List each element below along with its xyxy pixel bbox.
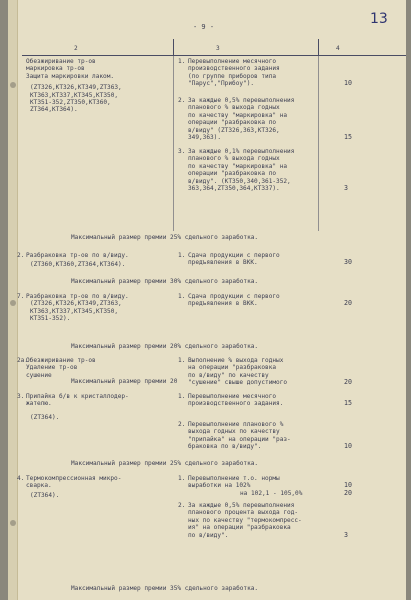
condition-text: ия" на операции "разбраковка xyxy=(188,524,291,532)
binding-hole xyxy=(10,300,16,306)
condition-text: Перевыполнение планового % xyxy=(188,421,284,428)
bonus-percent: 20 xyxy=(344,299,352,308)
item-title: сварка. xyxy=(26,482,52,490)
condition-text: "припайка" на операции "раз- xyxy=(188,435,291,443)
col-header: 2 xyxy=(74,45,78,52)
max-bonus-note: Максимальный размер премии 30% сдельного заработка. xyxy=(71,278,259,285)
max-bonus-note: Максимальный размер премии 25% сдельного заработка. xyxy=(71,234,259,241)
binding-hole xyxy=(10,82,16,88)
sheet-number-mark: 13 xyxy=(370,11,388,27)
item-codes: (ZT326,KT326,KT349,ZT363, xyxy=(30,84,122,92)
condition-text: производственного задания xyxy=(188,65,280,73)
item-codes: KT363,KT337,KT345,KT350, xyxy=(30,91,119,99)
condition-text: Перевыполнение т.о. нормы xyxy=(188,475,280,482)
item-codes: (ZT364). xyxy=(30,413,60,421)
item-title: жателю. xyxy=(26,400,52,408)
item-codes: KT351-352). xyxy=(30,315,71,323)
item-codes: ZT364,KT364). xyxy=(30,106,78,114)
item-title: Разбраковка тр-ов по в/виду. xyxy=(26,293,129,300)
condition-number: 3. xyxy=(178,148,186,155)
item-codes: (ZT364). xyxy=(30,491,60,499)
condition-text: За каждые 0,1% перевыполнения xyxy=(188,148,295,155)
item-title: Термокомпрессионная микро- xyxy=(26,475,122,482)
condition-text: "сушение" свыше допустимого xyxy=(188,379,288,387)
condition-text: по в/виду". xyxy=(188,531,229,539)
bonus-percent: 3 xyxy=(344,530,348,539)
condition-text: планового процента выхода год- xyxy=(188,509,299,517)
condition-number: 2. xyxy=(178,502,186,509)
item-index: 7. xyxy=(17,293,25,300)
table-top-rule xyxy=(22,55,406,56)
bonus-percent: 10 xyxy=(344,79,352,88)
col-header: 3 xyxy=(216,45,220,52)
condition-number: 2. xyxy=(178,97,186,104)
column-divider xyxy=(173,56,174,231)
condition-text: операции "разбраковка по xyxy=(188,119,277,127)
document-page xyxy=(8,0,406,600)
item-title: Удаление тр-ов xyxy=(26,364,78,372)
bonus-percent: 20 xyxy=(344,489,352,497)
item-title: Разбраковка тр-ов по в/виду. xyxy=(26,252,129,259)
condition-text: Выполнение % выхода годных xyxy=(188,357,284,364)
condition-text: ных по качеству "термокомпресс- xyxy=(188,516,302,524)
condition-text: "Парус","Прибоу"). xyxy=(188,80,255,88)
item-title: маркировка тр-ов xyxy=(26,65,85,73)
item-title: Обезжиривание тр-ов xyxy=(26,357,96,364)
item-index: 2a. xyxy=(17,357,29,364)
binding-hole xyxy=(10,520,16,526)
condition-text: планового % выхода годных xyxy=(188,155,280,163)
condition-number: 1. xyxy=(178,393,186,400)
condition-text: предъявления в ВКК. xyxy=(188,300,258,308)
condition-text: браковка по в/виду". xyxy=(188,443,262,451)
condition-text: в/виду". (KT350,340,361-352, xyxy=(188,177,291,185)
column-divider xyxy=(173,39,174,55)
item-index: 2. xyxy=(17,252,25,259)
bonus-percent: 20 xyxy=(344,378,352,387)
condition-text: За каждые 0,5% перевыполнения xyxy=(188,97,295,104)
bonus-percent: 30 xyxy=(344,258,352,267)
condition-text: планового % выхода годных xyxy=(188,104,280,112)
item-index: 4. xyxy=(17,475,25,482)
item-codes: (ZT326,KT326,KT349,ZT363, xyxy=(30,300,122,308)
item-codes: KT363,KT337,KT345,KT350, xyxy=(30,307,119,315)
condition-text: Сдача продукции с первого xyxy=(188,252,280,259)
condition-text: Перевыполнение месячного xyxy=(188,393,277,400)
page-number: - 9 - xyxy=(193,23,215,31)
max-bonus-note: Максимальный размер премии 25% сдельного заработка. xyxy=(71,460,259,467)
condition-number: 1. xyxy=(178,475,186,482)
condition-text: 363,364,ZT350,364,KT337). xyxy=(188,185,280,192)
bonus-percent: 3 xyxy=(344,184,348,192)
max-bonus-note: Максимальный размер премии 20 xyxy=(71,378,178,385)
bonus-percent: 10 xyxy=(344,442,352,451)
item-title: Обезжиривание тр-ов xyxy=(26,58,96,65)
condition-text: на 102,1 - 105,0% xyxy=(240,490,303,497)
bonus-percent: 10 xyxy=(344,481,352,490)
item-codes: (ZT360,KT360,ZT364,KT364). xyxy=(30,261,126,269)
condition-text: (по группе приборов типа xyxy=(188,72,277,80)
condition-text: Перевыполнение месячного xyxy=(188,58,277,65)
max-bonus-note: Максимальный размер премии 35% сдельного заработка. xyxy=(71,585,259,592)
item-index: 3. xyxy=(17,393,25,400)
condition-text: Сдача продукции с первого xyxy=(188,293,280,300)
col-header: 4 xyxy=(336,45,340,52)
column-divider xyxy=(318,39,319,55)
condition-text: по качеству "маркировка" на xyxy=(188,162,288,170)
condition-text: выработки на 102% xyxy=(188,482,251,490)
max-bonus-note: Максимальный размер премии 20% сдельного заработка. xyxy=(71,343,259,350)
column-divider xyxy=(318,56,319,231)
item-title: Припайка б/в к кристаллодер- xyxy=(26,393,129,400)
bonus-percent: 15 xyxy=(344,399,352,408)
condition-text: по качеству "маркировка" на xyxy=(188,111,288,119)
item-title: сушение xyxy=(26,371,52,379)
bonus-percent: 15 xyxy=(344,133,352,141)
condition-number: 2. xyxy=(178,421,186,428)
condition-text: За каждые 0,5% перевыполнения xyxy=(188,502,295,509)
condition-text: операции "разбраковка по xyxy=(188,170,277,178)
item-title: Защита маркировки лаком. xyxy=(26,72,115,80)
condition-text: производственного задания. xyxy=(188,400,284,408)
condition-text: 349,363). xyxy=(188,134,222,141)
condition-text: выхода годных по качеству xyxy=(188,428,280,436)
condition-number: 1. xyxy=(178,293,186,300)
condition-number: 1. xyxy=(178,58,186,65)
condition-number: 1. xyxy=(178,357,186,364)
condition-number: 1. xyxy=(178,252,186,259)
item-codes: KT351-352,ZT350,KT360, xyxy=(30,99,111,106)
condition-text: в/виду" (ZT326,363,KT326, xyxy=(188,126,280,134)
condition-text: предъявления в ВКК. xyxy=(188,259,258,267)
condition-text: по в/виду" по качеству xyxy=(188,371,269,379)
condition-text: на операции "разбраковка xyxy=(188,364,277,372)
